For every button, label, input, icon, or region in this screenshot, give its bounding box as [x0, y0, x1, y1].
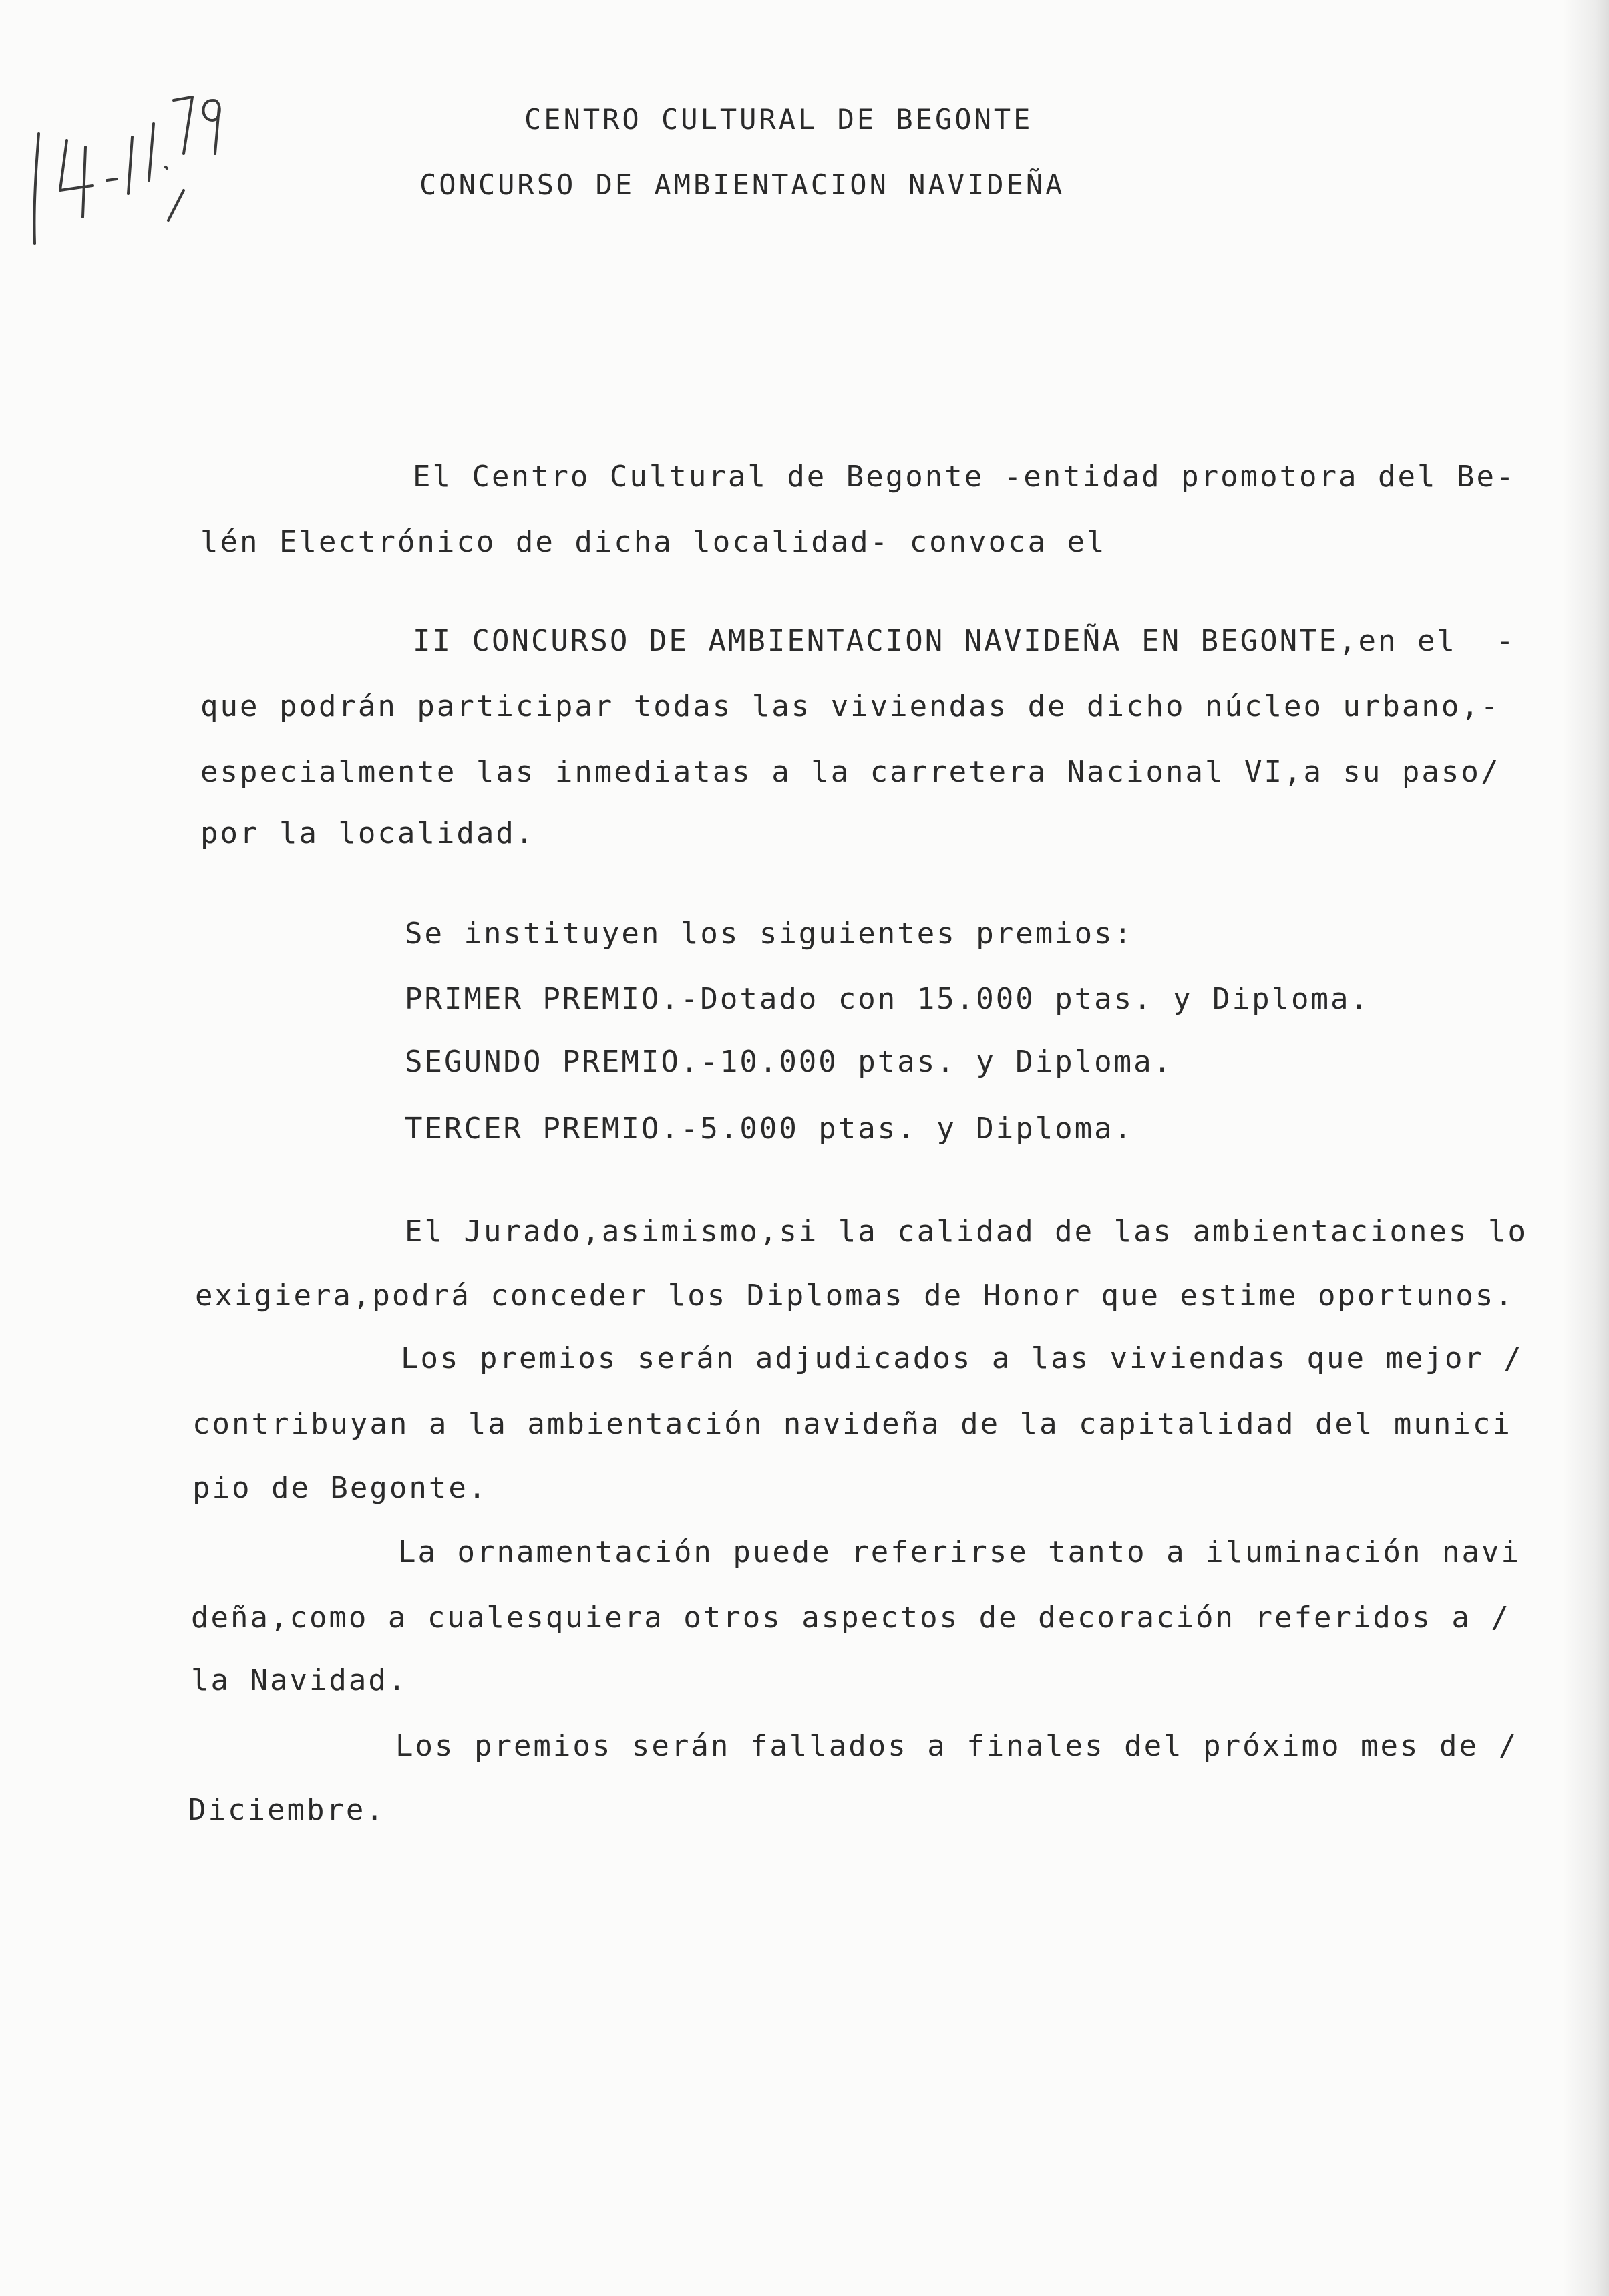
header-line-1: CENTRO CULTURAL DE BEGONTE	[524, 103, 1033, 136]
paragraph-3-line-2: exigiera,podrá conceder los Diplomas de Honor que estime oportunos.	[195, 1279, 1515, 1313]
paragraph-2-line-2: que podrán participar todas las viviendas de dicho núcleo urbano,-	[200, 689, 1501, 723]
paragraph-3-line-1: El Jurado,asimismo,si la calidad de las ambientaciones lo	[405, 1214, 1528, 1249]
paragraph-1-line-2: lén Electrónico de dicha localidad- convoca el	[200, 525, 1107, 559]
prize-first: PRIMER PREMIO.-Dotado con 15.000 ptas. y Diploma.	[405, 982, 1371, 1016]
paragraph-2-line-4: por la localidad.	[200, 816, 536, 850]
paragraph-6-line-1: Los premios serán fallados a finales del próximo mes de /	[395, 1729, 1518, 1763]
prize-third: TERCER PREMIO.-5.000 ptas. y Diploma.	[405, 1112, 1134, 1146]
paragraph-5-line-2: deña,como a cualesquiera otros aspectos de decoración referidos a /	[191, 1601, 1511, 1635]
prize-second: SEGUNDO PREMIO.-10.000 ptas. y Diploma.	[405, 1045, 1174, 1079]
paragraph-4-line-3: pio de Begonte.	[192, 1471, 488, 1505]
paragraph-6-line-2: Diciembre.	[188, 1793, 385, 1827]
paragraph-5-line-1: La ornamentación puede referirse tanto a iluminación navi	[398, 1535, 1521, 1569]
header-line-2: CONCURSO DE AMBIENTACION NAVIDEÑA	[419, 168, 1065, 201]
paragraph-5-line-3: la Navidad.	[191, 1663, 408, 1697]
prizes-intro: Se instituyen los siguientes premios:	[405, 917, 1134, 951]
paragraph-4-line-2: contribuyan a la ambientación navideña de la capitalidad del munici	[192, 1407, 1512, 1441]
page-edge-shadow	[1562, 0, 1609, 2296]
paragraph-2-line-1: II CONCURSO DE AMBIENTACION NAVIDEÑA EN BEGONTE,en el -	[413, 624, 1516, 658]
handwritten-date-annotation	[13, 73, 234, 261]
paragraph-4-line-1: Los premios serán adjudicados a las viviendas que mejor /	[401, 1341, 1524, 1375]
paragraph-2-line-3: especialmente las inmediatas a la carretera Nacional VI,a su paso/	[200, 755, 1501, 789]
paragraph-1-line-1: El Centro Cultural de Begonte -entidad promotora del Be-	[413, 460, 1516, 494]
